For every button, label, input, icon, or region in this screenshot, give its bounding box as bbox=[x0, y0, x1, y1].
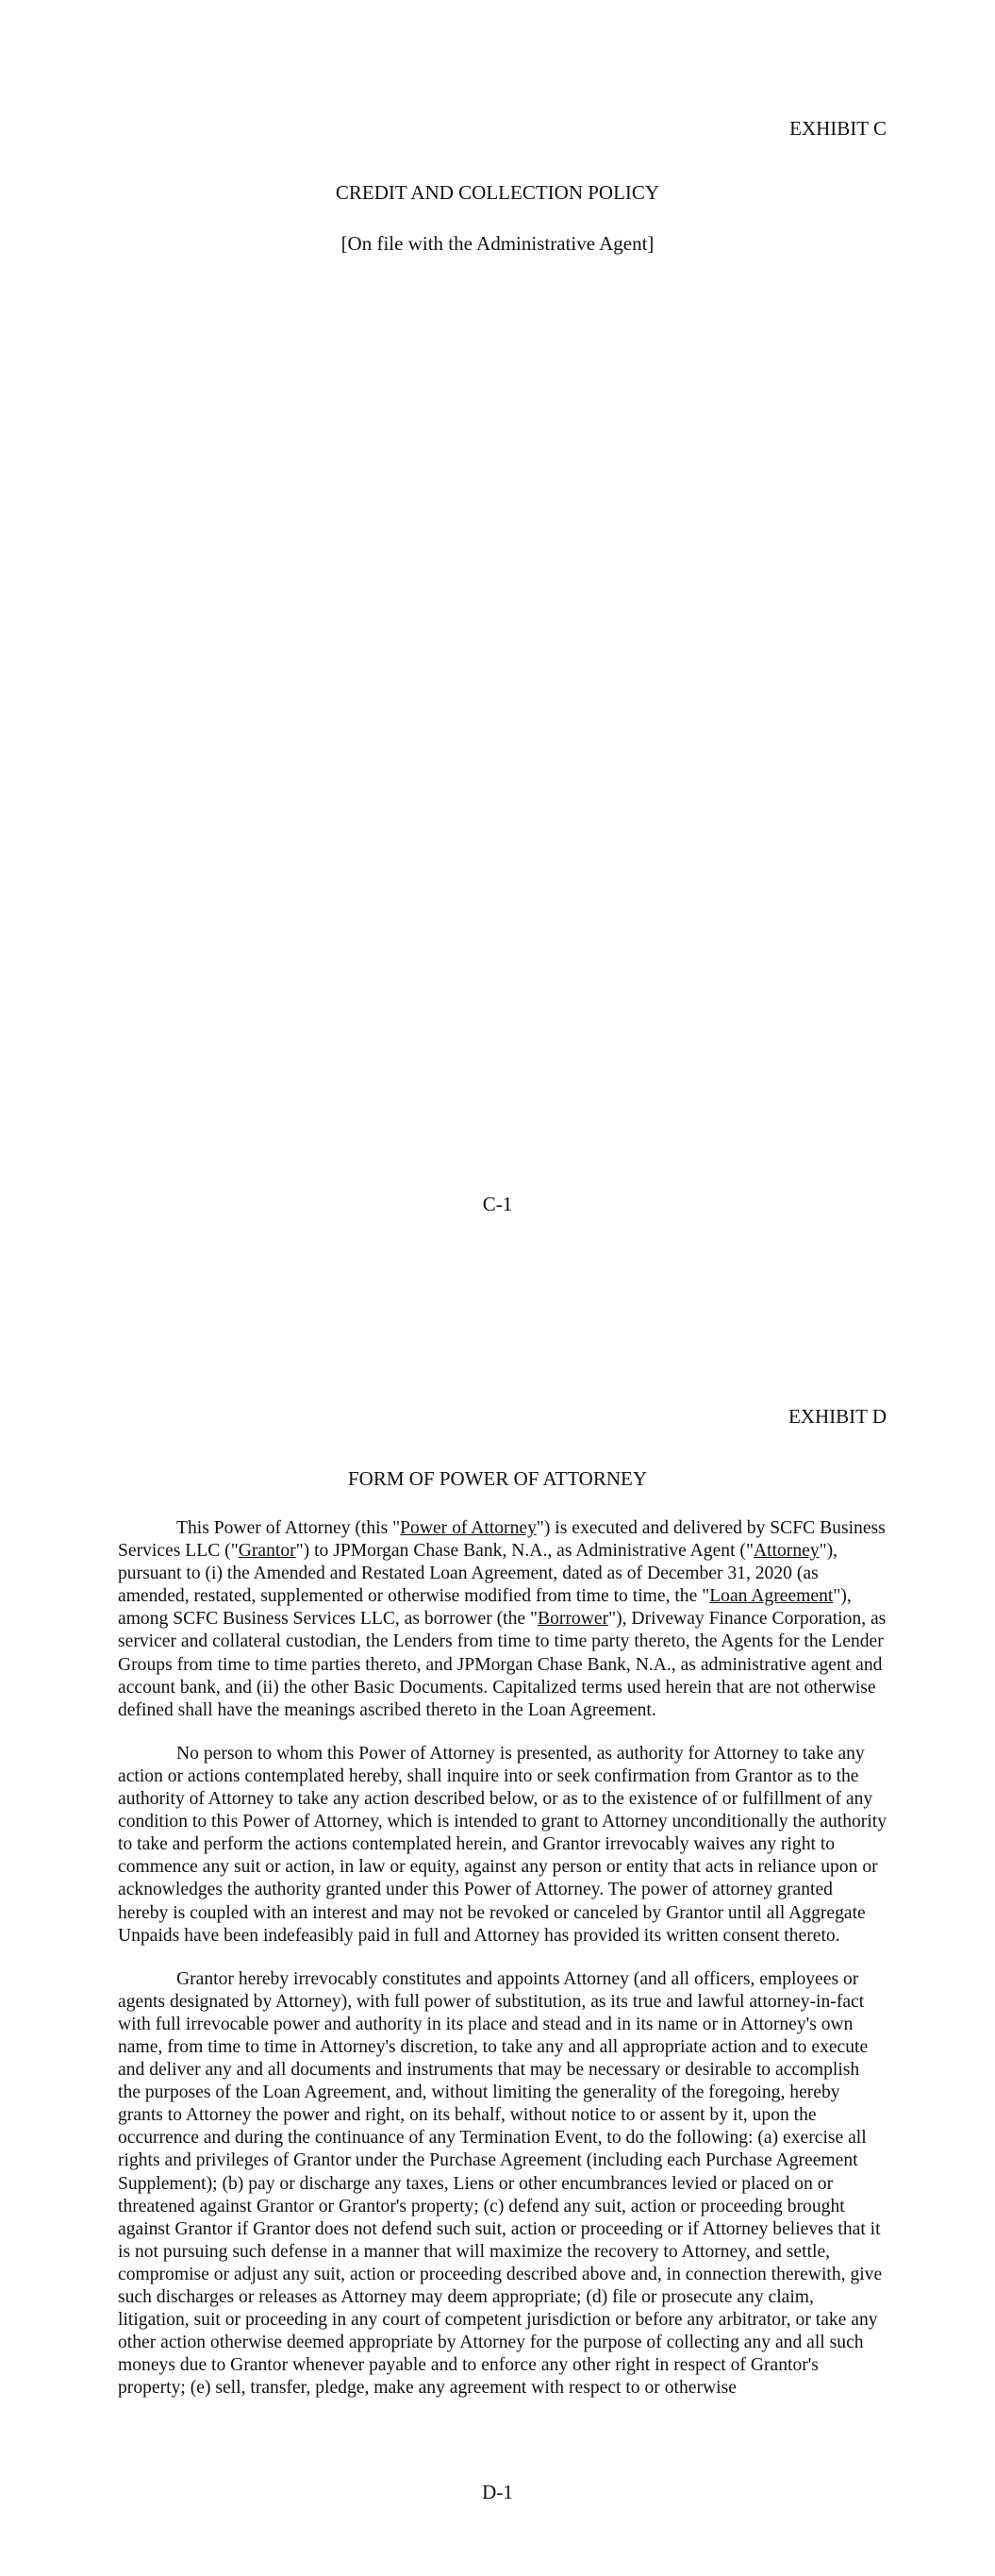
para1-text-5: "), among SCFC Business Services LLC, as borrower (the " bbox=[118, 1586, 852, 1630]
defined-term-grantor: Grantor bbox=[238, 1541, 296, 1562]
paragraph-reliance: No person to whom this Power of Attorney is presented, as authority for Attorney to take any action or actions contemplated hereby, shall inquire into or seek confirmation from Grantor as to the authority of Attorney to take any action described below, or as to the existence of or fulfillment of any condition to this Power of Attorney, which is intended to grant to Attorney unconditionally the authority to take and perform the actions contemplated herein, and Grantor irrevocably waives any right to commence any suit or action, in law or equity, against any person or entity that acts in reliance upon or acknowledges the authority granted under this Power of Attorney. The power of attorney granted hereby is coupled with an interest and may not be revoked or canceled by Grantor until all Aggregate Unpaids have been indefeasibly paid in full and Attorney has provided its written consent thereto. bbox=[118, 1743, 887, 1946]
para1-text-1: This Power of Attorney (this " bbox=[176, 1518, 401, 1538]
page-exhibit-d bbox=[0, 1288, 995, 2576]
exhibit-c-title: CREDIT AND COLLECTION POLICY bbox=[335, 181, 660, 204]
defined-term-power-of-attorney: Power of Attorney bbox=[400, 1518, 537, 1538]
paragraph-recitals bbox=[118, 1517, 887, 1722]
page-number-d1: D-1 bbox=[482, 2481, 513, 2503]
defined-term-attorney: Attorney bbox=[753, 1541, 820, 1562]
para1-text-6: "), Driveway Finance Corporation, as servicer and collateral custodian, the Lenders from time to time party thereto, the Agents for the Lender Groups from time to time parties thereto, and JPMorgan Chase Bank, N.A., as administrative agent and account bank, and (ii) the other Basic Documents. Capitalized terms used herein that are not otherwise defined shall have the meanings ascribed thereto in the Loan Agreement. bbox=[118, 1609, 887, 1720]
exhibit-d-title: FORM OF POWER OF ATTORNEY bbox=[348, 1467, 647, 1490]
para1-text-3: ") to JPMorgan Chase Bank, N.A., as Administrative Agent (" bbox=[295, 1541, 754, 1562]
para1-text-2: ") is executed and delivered by SCFC Business Services LLC (" bbox=[118, 1518, 886, 1562]
page-number-c1: C-1 bbox=[482, 1193, 513, 1215]
defined-term-loan-agreement: Loan Agreement bbox=[709, 1586, 834, 1607]
para1-text-4: "), pursuant to (i) the Amended and Restated Loan Agreement, dated as of December 31, 2020 (as amended, restated, supplemented or otherwise modified from time to time, the " bbox=[118, 1541, 838, 1607]
defined-term-borrower: Borrower bbox=[538, 1609, 609, 1630]
power-of-attorney-body bbox=[118, 1517, 887, 2420]
exhibit-d-label: EXHIBIT D bbox=[788, 1405, 887, 1428]
exhibit-c-label: EXHIBIT C bbox=[789, 117, 887, 140]
exhibit-c-subtitle: [On file with the Administrative Agent] bbox=[340, 232, 655, 255]
paragraph-appointment: Grantor hereby irrevocably constitutes and appoints Attorney (and all officers, employees or agents designated by Attorney), with full power of substitution, as its true and lawful attorney-in-fact with full irrevocable power and authority in its place and stead and in its name or in Attorney's own name, from time to time in Attorney's discretion, to take any and all appropriate action and to execute and deliver any and all documents and instruments that may be necessary or desirable to accomplish the purposes of the Loan Agreement, and, without limiting the generality of the foregoing, hereby grants to Attorney the power and right, on its behalf, without notice to or assent by it, upon the occurrence and during the continuance of any Termination Event, to do the following: (a) exercise all rights and privileges of Grantor under the Purchase Agreement (including each Purchase Agreement Supplement); (b) pay or discharge any taxes, Liens or other encumbrances levied or placed on or threatened against Grantor or Grantor's property; (c) defend any suit, action or proceeding brought against Grantor if Grantor does not defend such suit, action or proceeding or if Attorney believes that it is not pursuing such defense in a manner that will maximize the recovery to Attorney, and settle, compromise or adjust any suit, action or proceeding described above and, in connection therewith, give such discharges or releases as Attorney may deem appropriate; (d) file or prosecute any claim, litigation, suit or proceeding in any court of competent jurisdiction or before any arbitrator, or take any other action otherwise deemed appropriate by Attorney for the purpose of collecting any and all such moneys due to Grantor whenever payable and to enforce any other right in respect of Grantor's property; (e) sell, transfer, pledge, make any agreement with respect to or otherwise bbox=[118, 1968, 883, 2399]
